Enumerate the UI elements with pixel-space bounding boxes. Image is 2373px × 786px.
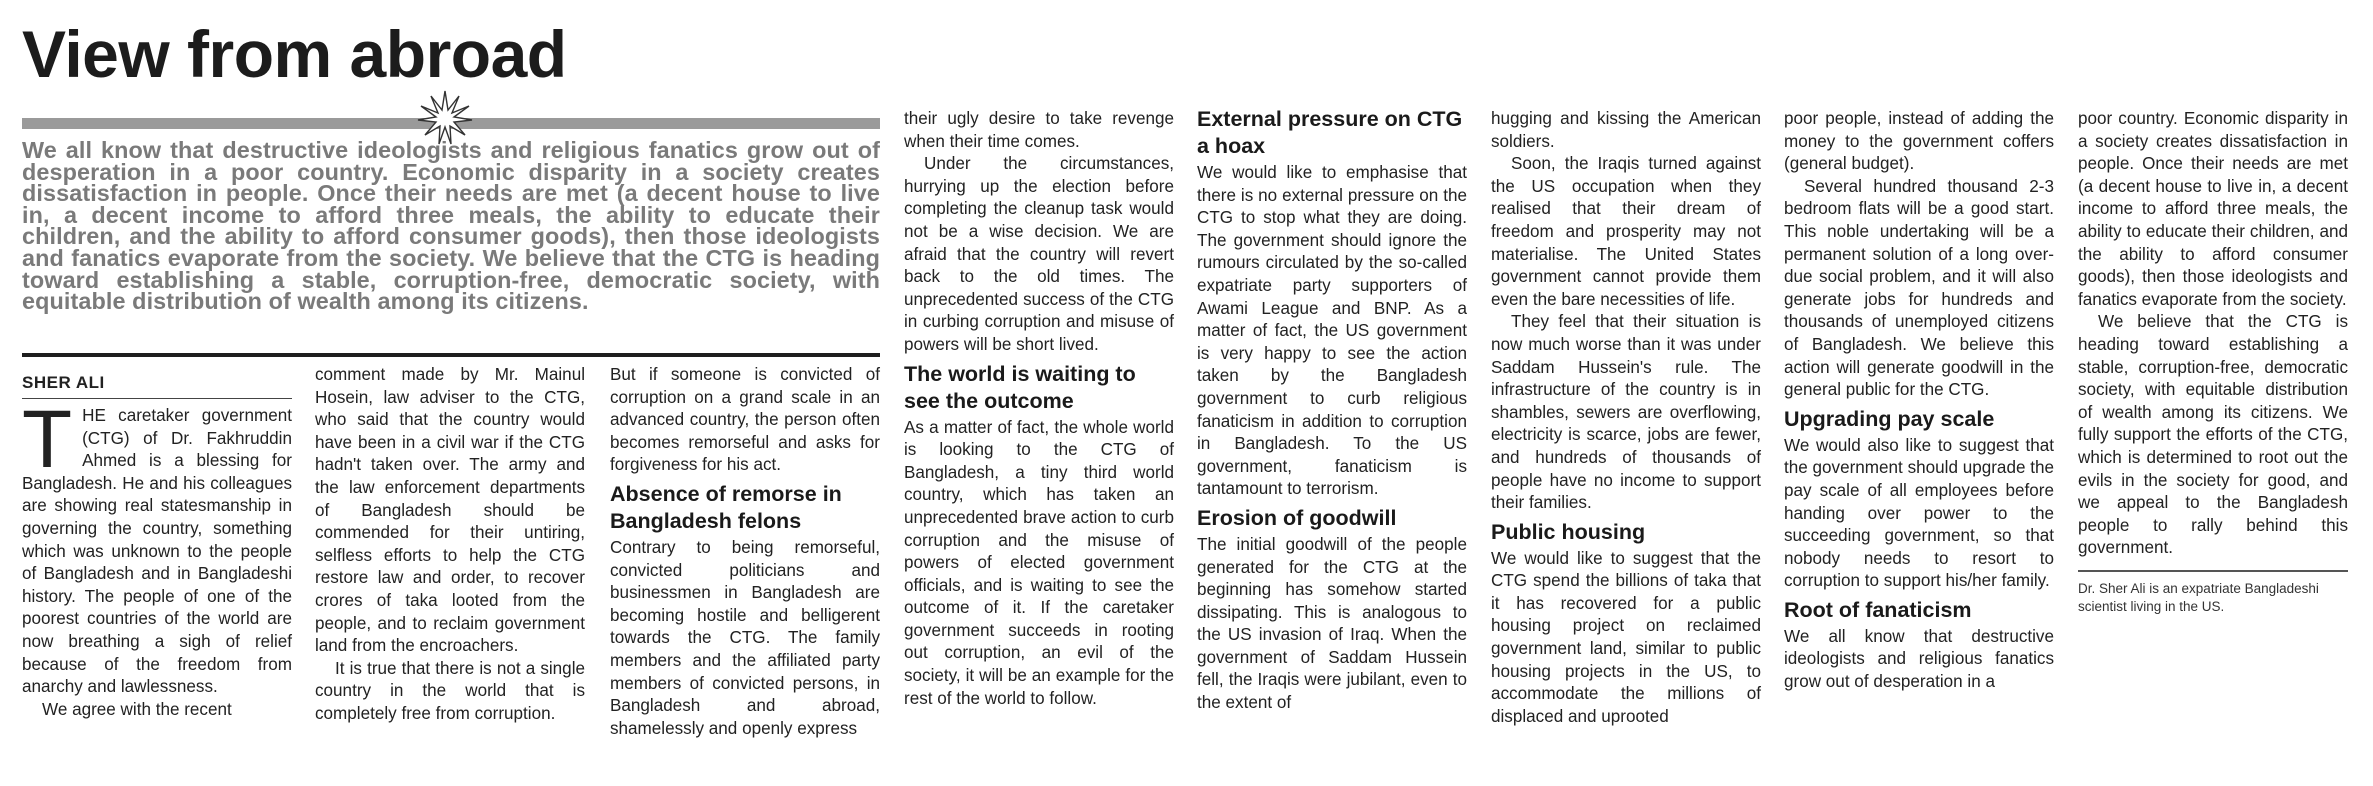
paragraph: Contrary to being remorseful, convicted politicians and businessmen in Bangladesh are becoming hostile and belligerent towards the CTG. The family members and the affiliated party members of convicted persons, in Bangladesh and abroad, shamelessly and openly express xyxy=(610,537,880,738)
paragraph: It is true that there is not a single country in the world that is completely free from corruption. xyxy=(315,658,585,723)
subheading: The world is waiting to see the outcome xyxy=(904,361,1136,413)
column-8 xyxy=(2078,108,2348,616)
paragraph: The initial goodwill of the people generated for the CTG at the beginning has somehow started dissipating. This is analogous to the US invasion of Iraq. When the government of Saddam Hussein fell, the Iraqis were jubilant, even to the extent of xyxy=(1197,534,1467,713)
paragraph: We believe that the CTG is heading toward establishing a stable, corruption-free, democratic society, with equitable distribution of wealth among its citizens. We fully support the efforts of the CTG, which is determined to root out the evils in the society for good, and we appeal to the Bangladesh people to rally behind this government. xyxy=(2078,312,2348,558)
column-7 xyxy=(1784,108,2054,694)
article-deck: We all know that destructive ideologists and religious fanatics grow out of desperation in a poor country. Economic disparity in a society creates dissatisfaction in people. Once their needs are met (a decent house to live in, a decent income to afford three meals, the ability to educate their children, and the ability to afford consumer goods), then those ideologists and fanatics evaporate from the society. We believe that the CTG is heading toward establishing a stable, corruption-free, democratic society, with equitable distribution of wealth among its citizens. xyxy=(22,137,880,315)
paragraph: We would like to suggest that the CTG spend the billions of taka that it has recovered for a public housing project on reclaimed government land, similar to public housing projects in the US, to accommodate the millions of displaced and uprooted xyxy=(1491,548,1761,726)
column-2 xyxy=(315,364,585,726)
column-3 xyxy=(610,364,880,740)
paragraph: their ugly desire to take revenge when their time comes. xyxy=(904,109,1174,151)
column-4 xyxy=(904,108,1174,710)
paragraph: hugging and kissing the American soldiers. xyxy=(1491,109,1761,151)
paragraph: As a matter of fact, the whole world is looking to the CTG of Bangladesh, a tiny third world country, which has taken an unprecedented brave action to curb corruption and the misuse of powers of elected government officials, and is waiting to see the outcome of it. If the caretaker government succeeds in rooting out corruption, an evil of the society, it will be an example for the rest of the world to follow. xyxy=(904,417,1174,708)
paragraph: poor country. Economic disparity in a society creates dissatisfaction in people. Once their needs are met (a decent house to live in, a decent income to afford three meals, the ability to educate their children, and the ability to afford consumer goods), then those ideologists and fanatics evaporate from the society. xyxy=(2078,109,2348,309)
paragraph: We would like to emphasise that there is no external pressure on the CTG to stop what they are doing. The government should ignore the rumours circulated by the so-called expatriate party supporters of Awami League and BNP. As a matter of fact, the US government is very happy to see the action taken by the Bangladesh government to curb religious fanaticism in addition to corruption in Bangladesh. To the US government, fanaticism is tantamount to terrorism. xyxy=(1197,163,1467,499)
column-5 xyxy=(1197,106,1467,715)
paragraph: They feel that their situation is now much worse than it was under Saddam Hussein's rule. The infrastructure of the country is in shambles, sewers are overflowing, electricity is scarce, jobs are fewer, and hundreds of thousands of people have no income to support their families. xyxy=(1491,312,1761,513)
paragraph: poor people, instead of adding the money to the government coffers (general budget). xyxy=(1784,109,2054,174)
paragraph: Several hundred thousand 2-3 bedroom flats will be a good start. This noble undertaking will be a permanent solution of a long over-due social problem, and it will also generate jobs for hundreds and thousands of unemployed citizens of Bangladesh. We believe this action will generate goodwill in the general public for the CTG. xyxy=(1784,176,2054,400)
subheading: Public housing xyxy=(1491,519,1646,544)
section-divider xyxy=(22,353,880,357)
subheading: Upgrading pay scale xyxy=(1784,406,1995,431)
page-title: View from abroad xyxy=(22,17,567,91)
paragraph: comment made by Mr. Mainul Hosein, law adviser to the CTG, who said that the country would have been in a civil war if the CTG hadn't taken over. The army and the law enforcement departments of Bangladesh should be commended for their untiring, selfless efforts to help the CTG restore law and order, to recover crores of taka looted from the people, and to reclaim government land from the encroachers. xyxy=(315,365,585,656)
byline: SHER ALI xyxy=(22,372,292,399)
note-divider xyxy=(2078,570,2348,572)
paragraph: Under the circumstances, hurrying up the election before completing the cleanup task would not be a wise decision. We are afraid that the country will revert back to the old times. The unprecedented success of the CTG in curbing corruption and misuse of powers will be short lived. xyxy=(904,154,1174,354)
subheading: External pressure on CTG a hoax xyxy=(1197,107,1463,158)
subheading: Absence of remorse in Bangladesh felons xyxy=(610,481,842,533)
drop-cap: T xyxy=(22,394,73,485)
author-note: Dr. Sher Ali is an expatriate Bangladeshi scientist living in the US. xyxy=(2078,580,2319,614)
paragraph: HE caretaker government (CTG) of Dr. Fakhruddin Ahmed is a blessing for Bangladesh. He and his colleagues are showing real statesmanship in governing the country, something which was unknown to the people of Bangladesh and in Bangladeshi history. The people of one of the poorest countries of the world are now breathing a sigh of relief because of the freedom from anarchy and lawlessness. xyxy=(22,406,292,697)
subheading: Erosion of goodwill xyxy=(1197,505,1397,530)
column-6 xyxy=(1491,108,1761,728)
column-1 xyxy=(22,372,292,721)
paragraph: Soon, the Iraqis turned against the US occupation when they realised that their dream of freedom and prosperity may not materialise. The United States government cannot provide them even the bare necessities of life. xyxy=(1491,154,1761,309)
paragraph: We agree with the recent xyxy=(42,699,232,719)
subheading: Root of fanaticism xyxy=(1784,597,1972,622)
paragraph: We would also like to suggest that the government should upgrade the pay scale of all employees before handing over power to the succeeding government, so that nobody needs to resort to corruption to support his/her family. xyxy=(1784,435,2054,591)
paragraph: We all know that destructive ideologists and religious fanatics grow out of desperation in a xyxy=(1784,626,2054,692)
paragraph: But if someone is convicted of corruption on a grand scale in an advanced country, the person often becomes remorseful and asks for forgiveness for his act. xyxy=(610,365,880,475)
